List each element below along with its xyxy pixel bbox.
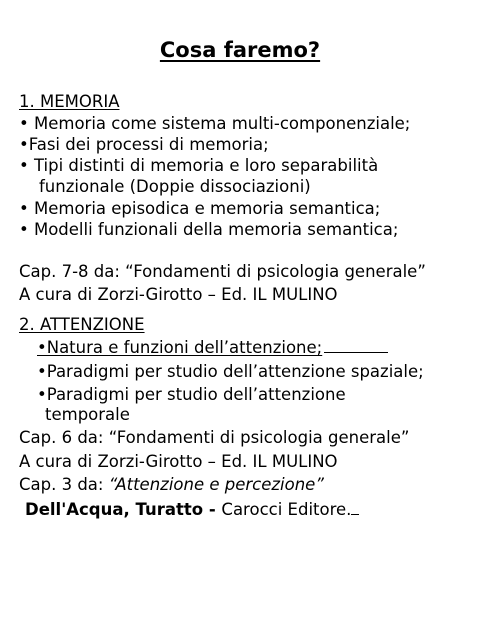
attenzione-reference-line1: Cap. 6 da: “Fondamenti di psicologia generale” <box>19 428 410 447</box>
attenzione-reference-line2: A cura di Zorzi-Girotto – Ed. IL MULINO <box>19 452 338 471</box>
memoria-reference-line2: A cura di Zorzi-Girotto – Ed. IL MULINO <box>19 285 338 304</box>
underline-gap <box>324 351 388 353</box>
reference-prefix: Cap. 3 da: <box>19 475 109 494</box>
memoria-item: • Tipi distinti di memoria e loro separabilità <box>19 156 379 175</box>
memoria-item: • Modelli funzionali della memoria semantica; <box>19 220 399 239</box>
reference-authors: Dell'Acqua, Turatto - <box>25 500 222 519</box>
reference-publisher: Carocci Editore. <box>221 500 352 519</box>
reference-book-title: “Attenzione e percezione” <box>108 475 324 494</box>
memoria-heading: 1. MEMORIA <box>19 92 120 111</box>
memoria-item-continuation: funzionale (Doppie dissociazioni) <box>39 177 311 196</box>
memoria-reference-line1: Cap. 7-8 da: “Fondamenti di psicologia generale” <box>19 262 426 281</box>
memoria-item: • Memoria episodica e memoria semantica; <box>19 199 381 218</box>
attenzione-reference-line3 <box>19 475 324 495</box>
attenzione-item <box>37 338 388 358</box>
attenzione-heading: 2. ATTENZIONE <box>19 315 145 334</box>
attenzione-item-text: •Natura e funzioni dell’attenzione; <box>37 338 323 357</box>
attenzione-item: •Paradigmi per studio dell’attenzione <box>37 385 346 404</box>
underline-gap <box>351 513 359 515</box>
memoria-item: •Fasi dei processi di memoria; <box>19 135 269 154</box>
memoria-item: • Memoria come sistema multi-componenziale; <box>19 114 411 133</box>
slide-title: Cosa faremo? <box>159 38 321 62</box>
attenzione-item: •Paradigmi per studio dell’attenzione spaziale; <box>37 362 424 381</box>
attenzione-item-continuation: temporale <box>45 405 130 424</box>
attenzione-reference-line4 <box>25 500 359 520</box>
